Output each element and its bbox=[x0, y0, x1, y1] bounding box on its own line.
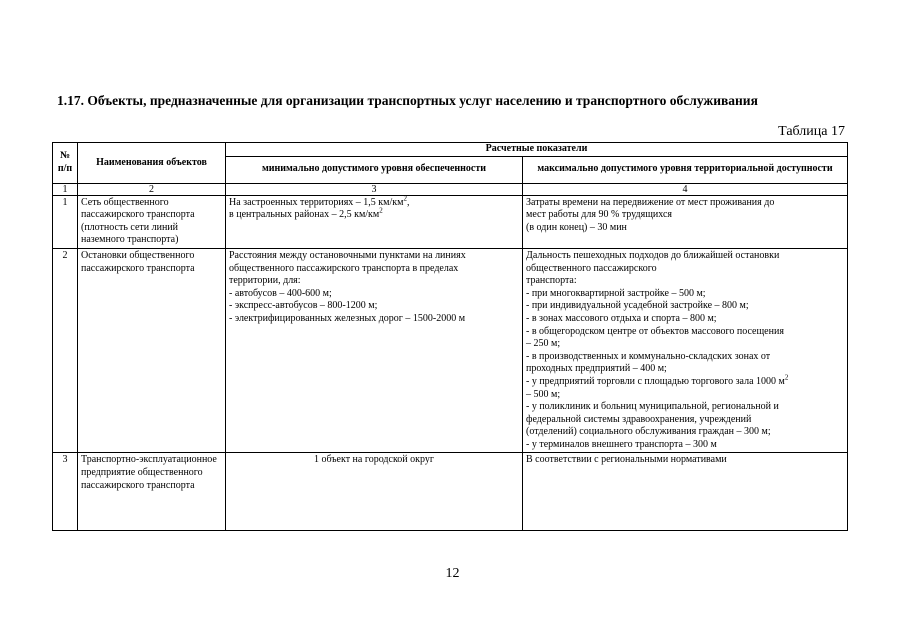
text-line: федеральной системы здравоохранения, учреждений bbox=[526, 413, 752, 425]
text-line: в центральных районах – 2,5 $км/км^2$ bbox=[229, 206, 383, 221]
text-line: - в зонах массового отдыха и спорта – 800 м; bbox=[526, 312, 717, 324]
text-line: - электрифицированных железных дорог – 1500-2000 м bbox=[229, 312, 466, 324]
column-number: 3 bbox=[226, 183, 523, 195]
text-line: - автобусов – 400-600 м; bbox=[229, 287, 332, 299]
object-name: Сеть общественного пассажирского транспорта (плотность сети линий наземного транспорта) bbox=[78, 195, 226, 248]
text-line: Дальность пешеходных подходов до ближайшей остановки bbox=[526, 249, 780, 261]
header-max: максимально допустимого уровня территориальной доступности bbox=[523, 156, 848, 183]
page-number: 12 bbox=[445, 566, 460, 581]
objects-table bbox=[52, 142, 848, 531]
object-name: Транспортно-эксплуатационное предприятие общественного пассажирского транспорта bbox=[78, 453, 226, 531]
column-numbers-row bbox=[53, 183, 848, 195]
max-indicator: В соответствии с региональными нормативами bbox=[523, 453, 848, 531]
text-line: проходных предприятий – 400 м; bbox=[526, 363, 667, 375]
min-indicator bbox=[226, 195, 523, 248]
column-number: 1 bbox=[53, 183, 78, 195]
section-heading: 1.17. Объекты, предназначенные для организации транспортных услуг населению и транспортного обслуживания bbox=[57, 93, 758, 108]
min-indicator: 1 объект на городской округ bbox=[226, 453, 523, 531]
text-line: - у предприятий торговли с площадью торгового зала 1000 $м^2$ bbox=[526, 373, 789, 387]
table-row bbox=[53, 453, 848, 531]
max-indicator bbox=[523, 248, 848, 453]
column-number: 4 bbox=[523, 183, 848, 195]
min-indicator bbox=[226, 248, 523, 453]
text-line: - экспресс-автобусов – 800-1200 м; bbox=[229, 300, 378, 312]
max-indicator bbox=[523, 195, 848, 248]
table-row bbox=[53, 248, 848, 453]
text-line: - при индивидуальной усадебной застройке – 800 м; bbox=[526, 300, 749, 312]
header-min: минимально допустимого уровня обеспеченности bbox=[226, 156, 523, 183]
text-line: - при многоквартирной застройке – 500 м; bbox=[526, 287, 706, 299]
text-line: - у поликлиник и больниц муниципальной, региональной и bbox=[526, 401, 779, 413]
text-line: (в один конец) – 30 мин bbox=[526, 221, 627, 233]
text-line: Затраты времени на передвижение от мест проживания до bbox=[526, 196, 775, 208]
table-label: Таблица 17 bbox=[778, 124, 845, 139]
text-line: мест работы для 90 % трудящихся bbox=[526, 209, 673, 221]
text-line: На застроенных территориях – 1,5 $км/км^2$, bbox=[229, 194, 410, 208]
row-number: 3 bbox=[53, 453, 78, 531]
column-number: 2 bbox=[78, 183, 226, 195]
text-line: - в общегородском центре от объектов массового посещения bbox=[526, 325, 784, 337]
object-name: Остановки общественного пассажирского транспорта bbox=[78, 248, 226, 453]
superscript: 2 bbox=[784, 373, 789, 382]
superscript: 2 bbox=[379, 206, 383, 215]
row-number: 1 bbox=[53, 195, 78, 248]
header-group: Расчетные показатели bbox=[226, 143, 848, 157]
text-line: Расстояния между остановочными пунктами на линиях bbox=[229, 249, 466, 261]
text-line: - в производственных и коммунально-складских зонах от bbox=[526, 350, 771, 362]
table-row bbox=[53, 195, 848, 248]
superscript: 2 bbox=[403, 194, 407, 203]
text-line: общественного пассажирского транспорта в пределах bbox=[229, 262, 459, 274]
text-line: территории, для: bbox=[229, 275, 301, 287]
text-line: (отделений) социального обслуживания граждан – 300 м; bbox=[526, 426, 771, 438]
text-line: транспорта: bbox=[526, 275, 577, 287]
text-line: общественного пассажирского bbox=[526, 262, 657, 274]
row-number: 2 bbox=[53, 248, 78, 453]
text-line: - у терминалов внешнего транспорта – 300 м bbox=[526, 438, 717, 450]
header-num: № п/п bbox=[53, 143, 78, 184]
header-name: Наименования объектов bbox=[78, 143, 226, 184]
text-line: – 250 м; bbox=[526, 338, 561, 350]
text-line: – 500 м; bbox=[526, 388, 561, 400]
